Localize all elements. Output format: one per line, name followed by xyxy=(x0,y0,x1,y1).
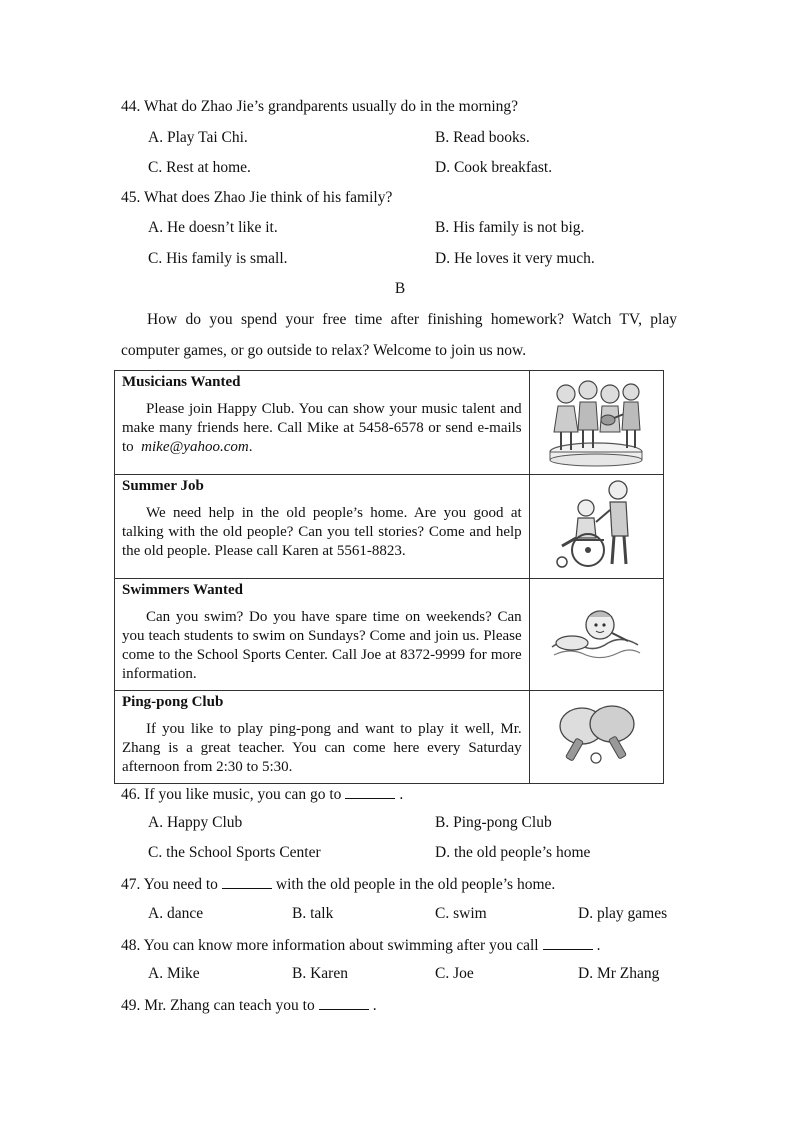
ad-body-musicians: Please join Happy Club. You can show your music talent and make many friends here. Call Mike at 5458-6578 or send e-mails to mike@yahoo.com. xyxy=(122,401,522,455)
q49-stem-end: . xyxy=(372,997,377,1014)
section-b-intro-text: How do you spend your free time after finishing homework? Watch TV, play computer games, or go outside to relax? Welcome to join us now. xyxy=(121,311,677,359)
ad-row-swimmers xyxy=(115,579,664,691)
q48-option-d: D. Mr Zhang xyxy=(578,965,660,982)
q44-option-d: D. Cook breakfast. xyxy=(435,159,553,176)
q46-option-d: D. the old people’s home xyxy=(435,844,591,861)
q47-option-c: C. swim xyxy=(435,905,487,922)
question-48-stem xyxy=(121,935,600,955)
question-47-stem xyxy=(121,874,555,894)
q45-option-b: B. His family is not big. xyxy=(435,219,585,236)
ad-email: mike@yahoo.com xyxy=(141,439,249,455)
q47-option-b: B. talk xyxy=(292,905,334,922)
q46-option-b: B. Ping-pong Club xyxy=(435,814,552,831)
q48-option-b: B. Karen xyxy=(292,965,348,982)
q48-blank xyxy=(543,935,593,950)
q47-option-d: D. play games xyxy=(578,905,668,922)
q46-option-a: A. Happy Club xyxy=(148,814,243,831)
q45-option-a: A. He doesn’t like it. xyxy=(148,219,278,236)
q45-option-d: D. He loves it very much. xyxy=(435,250,595,267)
ad-title-musicians: Musicians Wanted xyxy=(122,374,241,390)
ad-row-summer-job xyxy=(115,475,664,579)
q48-option-a: A. Mike xyxy=(148,965,200,982)
q47-blank xyxy=(222,874,272,889)
question-45-stem: 45. What does Zhao Jie think of his family? xyxy=(121,189,393,206)
question-44-stem: 44. What do Zhao Jie’s grandparents usually do in the morning? xyxy=(121,98,519,115)
ping-pong-icon xyxy=(546,700,646,770)
ad-title-swimmers: Swimmers Wanted xyxy=(122,582,243,598)
q45-option-c: C. His family is small. xyxy=(148,250,288,267)
q46-option-c: C. the School Sports Center xyxy=(148,844,321,861)
q47-option-a: A. dance xyxy=(148,905,204,922)
wheelchair-icon xyxy=(546,476,646,572)
q44-option-b: B. Read books. xyxy=(435,129,530,146)
ad-row-musicians xyxy=(115,371,664,475)
q46-stem-end: . xyxy=(399,786,404,803)
ad-body-swimmers: Can you swim? Do you have spare time on weekends? Can you teach students to swim on Sundays? Come and join us. Please come to the School Sports Center. Call Joe at 8372-9999 for more information. xyxy=(122,609,522,682)
ad-body-ping-pong: If you like to play ping-pong and want to play it well, Mr. Zhang is a great teacher. You can come here every Saturday afternoon from 2:30 to 5:30. xyxy=(122,721,522,775)
question-49-stem xyxy=(121,995,377,1015)
q48-stem-text: 48. You can know more information about swimming after you call xyxy=(121,937,539,954)
q44-option-c: C. Rest at home. xyxy=(148,159,251,176)
ad-body-summer-job: We need help in the old people’s home. Are you good at talking with the old people? Can you tell stories? Come and help the old people. Please call Karen at 5561-8823. xyxy=(122,505,522,559)
ads-table xyxy=(114,370,664,784)
ad-body-musicians-text: Please join Happy Club. You can show your music talent and make many friends here. Call Mike at 5458-6578 or send e-mails to xyxy=(122,401,522,455)
ad-title-ping-pong: Ping-pong Club xyxy=(122,694,224,710)
q49-blank xyxy=(319,995,369,1010)
q49-stem-text: 49. Mr. Zhang can teach you to xyxy=(121,997,315,1014)
q48-stem-end: . xyxy=(596,937,601,954)
q46-blank xyxy=(345,784,395,799)
q46-stem-text: 46. If you like music, you can go to xyxy=(121,786,342,803)
q47-stem-text: 47. You need to xyxy=(121,876,218,893)
ad-title-summer-job: Summer Job xyxy=(122,478,204,494)
q44-option-a: A. Play Tai Chi. xyxy=(148,129,248,146)
swimmer-icon xyxy=(546,597,646,667)
q48-option-c: C. Joe xyxy=(435,965,474,982)
q47-stem-end: with the old people in the old people’s home. xyxy=(275,876,556,893)
question-46-stem xyxy=(121,784,403,804)
section-b-intro xyxy=(121,304,677,366)
ad-row-ping-pong xyxy=(115,691,664,784)
musicians-icon xyxy=(536,372,656,468)
section-b-label: B xyxy=(394,280,406,297)
